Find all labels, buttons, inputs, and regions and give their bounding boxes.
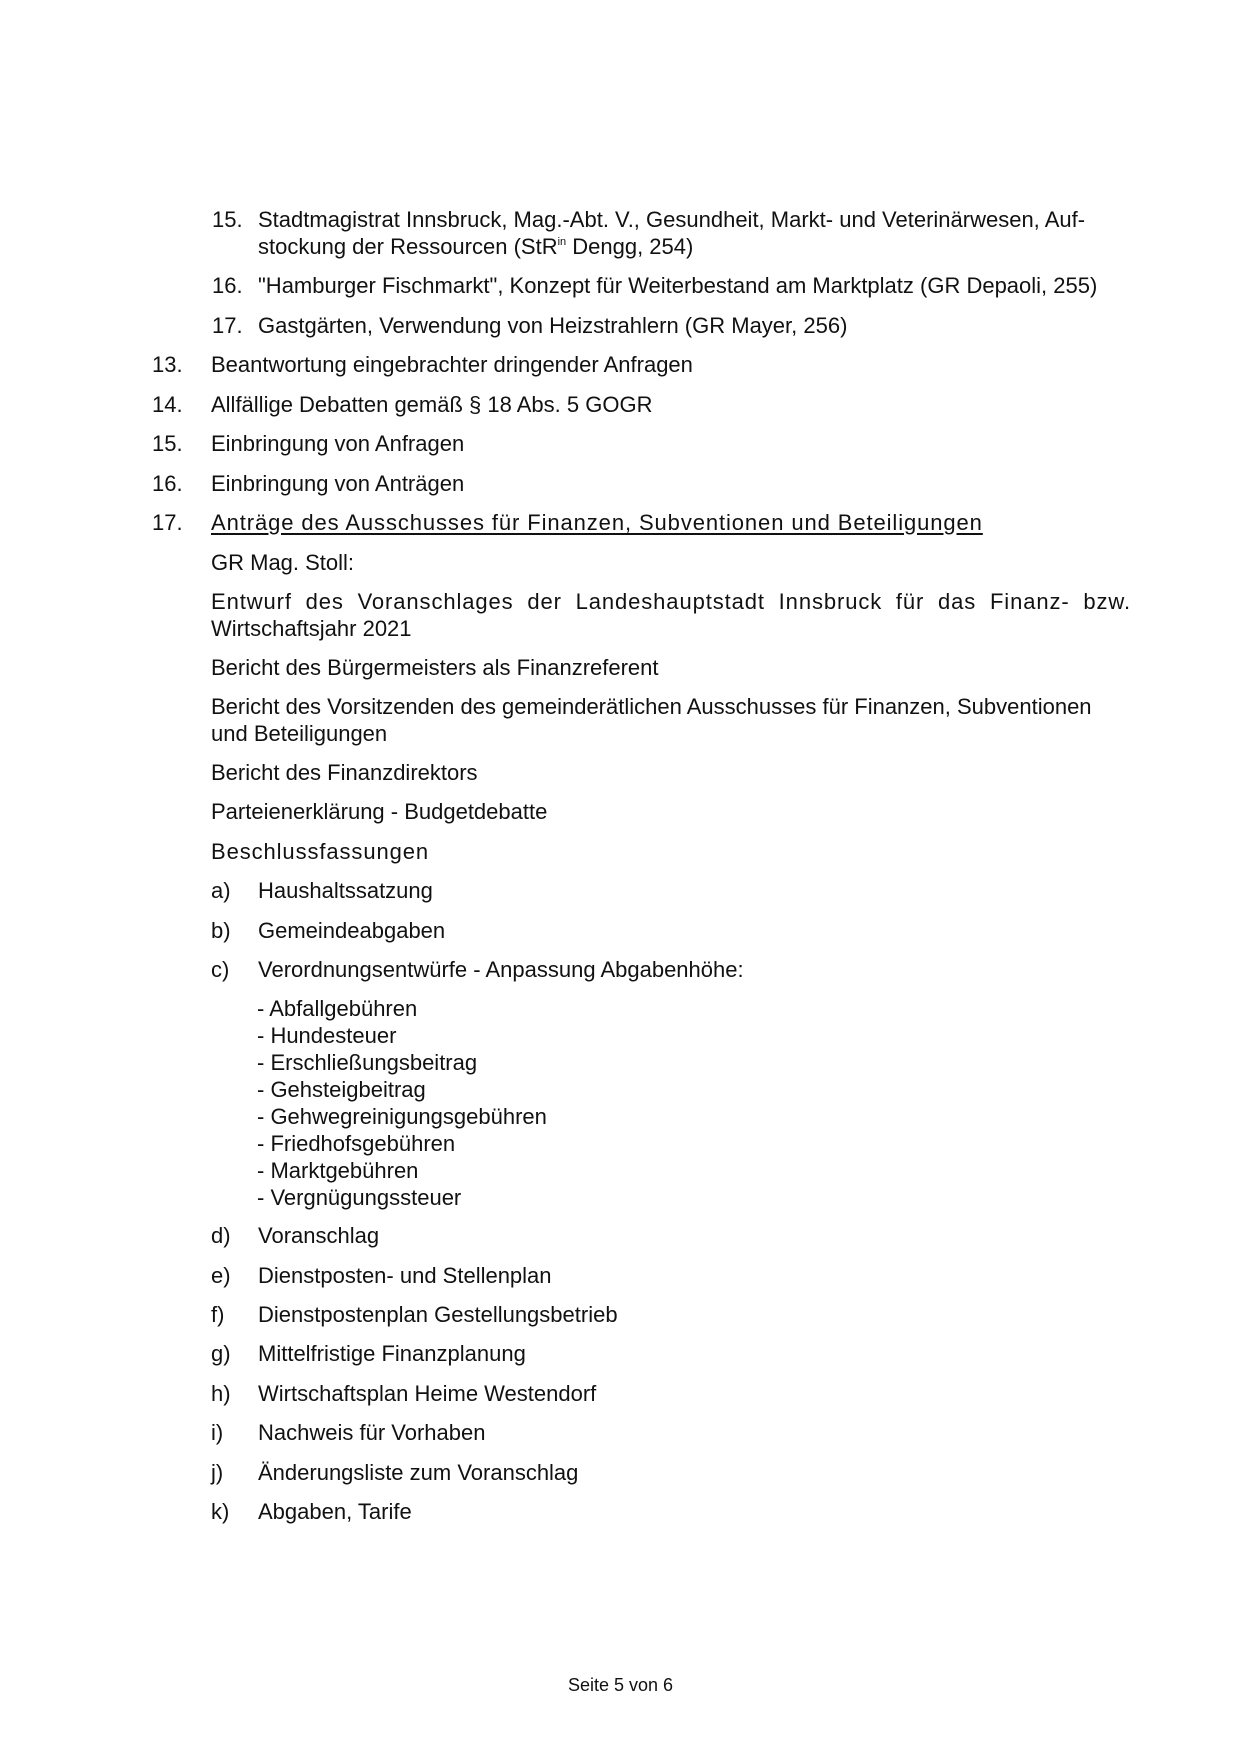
- fee-item: - Friedhofsgebühren: [257, 1131, 456, 1156]
- resolution-text: Abgaben, Tarife: [258, 1499, 412, 1524]
- sub-item-text: "Hamburger Fischmarkt", Konzept für Weiterbestand am Marktplatz (GR Depaoli, 255): [258, 273, 1098, 298]
- fee-list: [257, 995, 547, 1211]
- fee-item: - Erschließungsbeitrag: [257, 1050, 478, 1075]
- sub-item-number: 17.: [212, 313, 243, 338]
- resolution-letter: g): [211, 1341, 231, 1366]
- section-heading: Anträge des Ausschusses für Finanzen, Subventionen und Beteiligungen: [211, 510, 983, 535]
- party-statement: Parteienerklärung - Budgetdebatte: [211, 799, 548, 824]
- resolution-letter: c): [211, 957, 230, 982]
- resolution-letter: e): [211, 1263, 231, 1288]
- agenda-item-text: Allfällige Debatten gemäß § 18 Abs. 5 GOGR: [211, 392, 653, 417]
- resolution-letter: d): [211, 1223, 231, 1248]
- agenda-item-text: Einbringung von Anfragen: [211, 431, 465, 456]
- agenda-item-number: 17.: [152, 510, 183, 535]
- resolution-letter: a): [211, 878, 231, 903]
- resolution-letter: k): [211, 1499, 230, 1524]
- resolution-text: Dienstposten- und Stellenplan: [258, 1263, 552, 1288]
- draft-title-line2: Wirtschaftsjahr 2021: [211, 616, 412, 641]
- resolution-text: Voranschlag: [258, 1223, 380, 1248]
- agenda-item-text: Einbringung von Anträgen: [211, 471, 465, 496]
- speaker-line: GR Mag. Stoll:: [211, 550, 355, 575]
- resolution-text: Änderungsliste zum Voranschlag: [258, 1460, 579, 1485]
- resolution-text: Dienstpostenplan Gestellungsbetrieb: [258, 1302, 618, 1327]
- agenda-item-number: 14.: [152, 392, 183, 417]
- fee-item: - Marktgebühren: [257, 1158, 419, 1183]
- report-chair-line1: Bericht des Vorsitzenden des gemeinderätlichen Ausschusses für Finanzen, Subventionen: [211, 694, 1092, 719]
- page-number: Seite 5 von 6: [567, 1675, 674, 1695]
- resolutions-heading: Beschlussfassungen: [211, 839, 429, 864]
- sub-item-15-continued: [258, 233, 693, 260]
- resolution-letter: i): [211, 1420, 224, 1445]
- resolution-text: Verordnungsentwürfe - Anpassung Abgabenhöhe:: [258, 957, 744, 982]
- fee-item: - Vergnügungssteuer: [257, 1185, 462, 1210]
- resolution-letter: h): [211, 1381, 231, 1406]
- resolution-letter: b): [211, 918, 231, 943]
- agenda-item-number: 15.: [152, 431, 183, 456]
- report-mayor: Bericht des Bürgermeisters als Finanzreferent: [211, 655, 659, 680]
- sub-item-text: Gastgärten, Verwendung von Heizstrahlern (GR Mayer, 256): [258, 313, 848, 338]
- resolution-letter: j): [211, 1460, 224, 1485]
- resolution-text: Haushaltssatzung: [258, 878, 433, 903]
- resolution-letter: f): [211, 1302, 225, 1327]
- sub-item-number: 15.: [212, 207, 243, 232]
- report-director: Bericht des Finanzdirektors: [211, 760, 478, 785]
- fee-item: - Gehwegreinigungsgebühren: [257, 1104, 547, 1129]
- sub-item-number: 16.: [212, 273, 243, 298]
- resolution-text: Nachweis für Vorhaben: [258, 1420, 486, 1445]
- sub-item-text-line2: stockung der Ressourcen (StR$^{in}$ Dengg, 254): [258, 234, 694, 259]
- resolution-text: Gemeindeabgaben: [258, 918, 446, 943]
- agenda-item-text: Beantwortung eingebrachter dringender Anfragen: [211, 352, 693, 377]
- resolution-text: Wirtschaftsplan Heime Westendorf: [258, 1381, 597, 1406]
- fee-item: - Hundesteuer: [257, 1023, 397, 1048]
- sub-item-text-line1: Stadtmagistrat Innsbruck, Mag.-Abt. V., Gesundheit, Markt- und Veterinärwesen, Auf-: [258, 207, 1086, 232]
- draft-title-line1: Entwurf des Voranschlages der Landeshauptstadt Innsbruck für das Finanz- bzw.: [211, 589, 1131, 614]
- resolution-text: Mittelfristige Finanzplanung: [258, 1341, 526, 1366]
- agenda-item-number: 13.: [152, 352, 183, 377]
- fee-item: - Gehsteigbeitrag: [257, 1077, 426, 1102]
- agenda-item-number: 16.: [152, 471, 183, 496]
- report-chair-line2: und Beteiligungen: [211, 721, 388, 746]
- fee-item: - Abfallgebühren: [257, 996, 418, 1021]
